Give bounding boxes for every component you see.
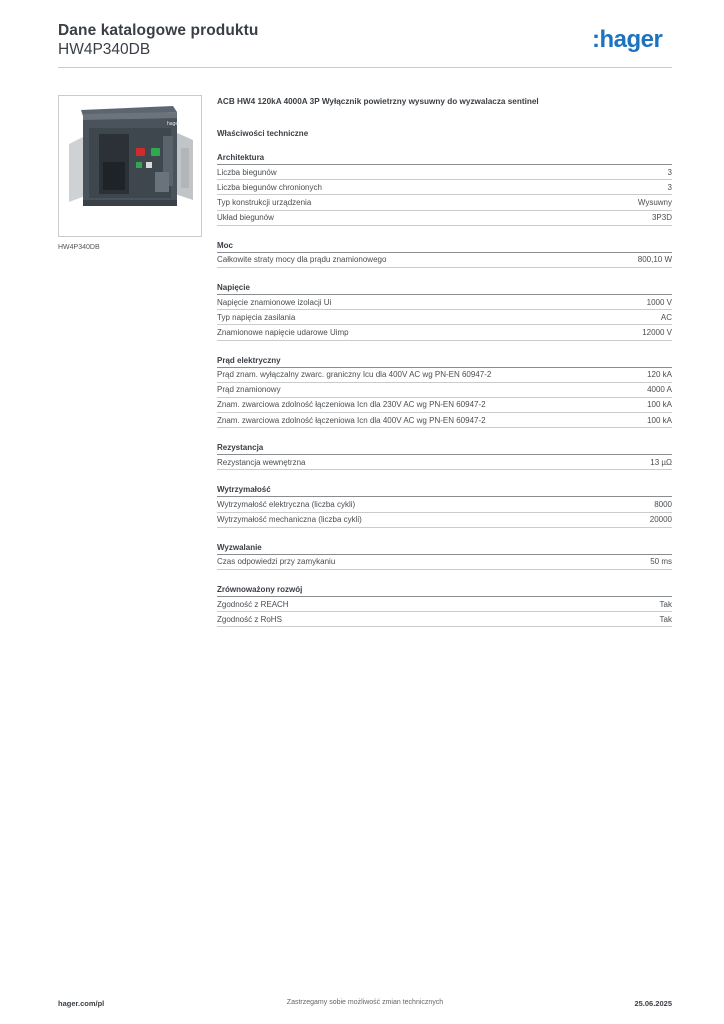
product-brand-label: hager (167, 121, 180, 127)
section-title: Napięcie (217, 283, 672, 295)
spec-row (217, 383, 672, 398)
spec-row (217, 513, 672, 528)
product-description: ACB HW4 120kA 4000A 3P Wyłącznik powietrzny wysuwny do wyzwalacza sentinel (217, 97, 539, 106)
spec-row (217, 295, 672, 310)
spec-row (217, 413, 672, 428)
header-divider (58, 67, 672, 68)
spec-label: Typ konstrukcji urządzenia (217, 197, 312, 207)
spec-value: 12000 V (642, 327, 672, 337)
spec-section (217, 485, 672, 527)
circuit-breaker-illustration (59, 96, 201, 236)
spec-label: Prąd znamionowy (217, 385, 281, 395)
spec-section (217, 153, 672, 226)
spec-label: Rezystancja wewnętrzna (217, 457, 306, 467)
page-header (58, 22, 672, 70)
section-title: Rezystancja (217, 443, 672, 455)
spec-value: 20000 (649, 515, 672, 525)
spec-value: 800,10 W (637, 255, 672, 265)
footer-website[interactable]: hager.com/pl (58, 999, 105, 1008)
page-footer (58, 999, 672, 1011)
section-title: Zrównoważony rozwój (217, 585, 672, 597)
spec-row (217, 368, 672, 383)
spec-section (217, 585, 672, 627)
spec-row (217, 310, 672, 325)
spec-value: 100 kA (647, 400, 672, 410)
spec-row (217, 165, 672, 180)
section-title: Architektura (217, 153, 672, 165)
spec-label: Prąd znam. wyłączalny zwarc. graniczny Icu dla 400V AC wg PN-EN 60947-2 (217, 370, 492, 380)
spec-value: 4000 A (647, 385, 672, 395)
spec-row (217, 253, 672, 268)
spec-label: Znam. zwarciowa zdolność łączeniowa Icn dla 400V AC wg PN-EN 60947-2 (217, 415, 486, 425)
footer-date: 25.06.2025 (634, 999, 672, 1008)
spec-value: Wysuwny (637, 197, 672, 207)
spec-label: Całkowite straty mocy dla prądu znamionowego (217, 255, 387, 265)
spec-section (217, 283, 672, 341)
product-reference: HW4P340DB (58, 41, 151, 58)
spec-label: Napięcie znamionowe izolacji Ui (217, 297, 332, 307)
spec-value: 3P3D (651, 213, 672, 223)
spec-label: Liczba biegunów chronionych (217, 182, 322, 192)
product-specifications (217, 96, 672, 627)
spec-row (217, 398, 672, 413)
section-title: Wyzwalanie (217, 543, 672, 555)
spec-section (217, 241, 672, 268)
spec-value: AC (660, 312, 672, 322)
spec-section (217, 443, 672, 470)
spec-value: 100 kA (647, 415, 672, 425)
spec-row (217, 195, 672, 210)
spec-value: 8000 (654, 500, 672, 510)
spec-value: 1000 V (646, 297, 672, 307)
spec-label: Wytrzymałość mechaniczna (liczba cykli) (217, 515, 362, 525)
spec-value: 13 µΩ (650, 457, 672, 467)
spec-value: 50 ms (650, 557, 672, 567)
spec-row (217, 597, 672, 612)
spec-label: Zgodność z RoHS (217, 614, 282, 624)
spec-value: 3 (667, 182, 672, 192)
spec-label: Czas odpowiedzi przy zamykaniu (217, 557, 336, 567)
spec-label: Zgodność z REACH (217, 599, 289, 609)
section-title: Moc (217, 241, 672, 253)
spec-value: 120 kA (647, 370, 672, 380)
spec-row (217, 180, 672, 195)
spec-row (217, 455, 672, 470)
spec-section (217, 543, 672, 570)
spec-value: Tak (659, 599, 672, 609)
section-title: Prąd elektryczny (217, 356, 672, 368)
footer-disclaimer: Zastrzegamy sobie możliwość zmian technicznych (286, 999, 444, 1006)
spec-row (217, 555, 672, 570)
spec-label: Znamionowe napięcie udarowe Uimp (217, 327, 349, 337)
spec-row (217, 211, 672, 226)
product-image (58, 95, 202, 237)
properties-heading: Właściwości techniczne (217, 129, 309, 138)
spec-section (217, 356, 672, 429)
spec-row (217, 612, 672, 627)
spec-value: 3 (667, 167, 672, 177)
spec-label: Znam. zwarciowa zdolność łączeniowa Icn dla 230V AC wg PN-EN 60947-2 (217, 400, 486, 410)
spec-label: Liczba biegunów (217, 167, 277, 177)
spec-label: Układ biegunów (217, 213, 274, 223)
spec-label: Typ napięcia zasilania (217, 312, 296, 322)
hager-logo (592, 27, 672, 53)
spec-row (217, 325, 672, 340)
spec-sections (217, 153, 672, 627)
image-caption: HW4P340DB (58, 244, 100, 251)
spec-value: Tak (659, 614, 672, 624)
spec-label: Wytrzymałość elektryczna (liczba cykli) (217, 500, 356, 510)
section-title: Wytrzymałość (217, 485, 672, 497)
page-title: Dane katalogowe produktu (58, 22, 259, 39)
logo-text: :hager (592, 27, 663, 53)
spec-row (217, 497, 672, 512)
